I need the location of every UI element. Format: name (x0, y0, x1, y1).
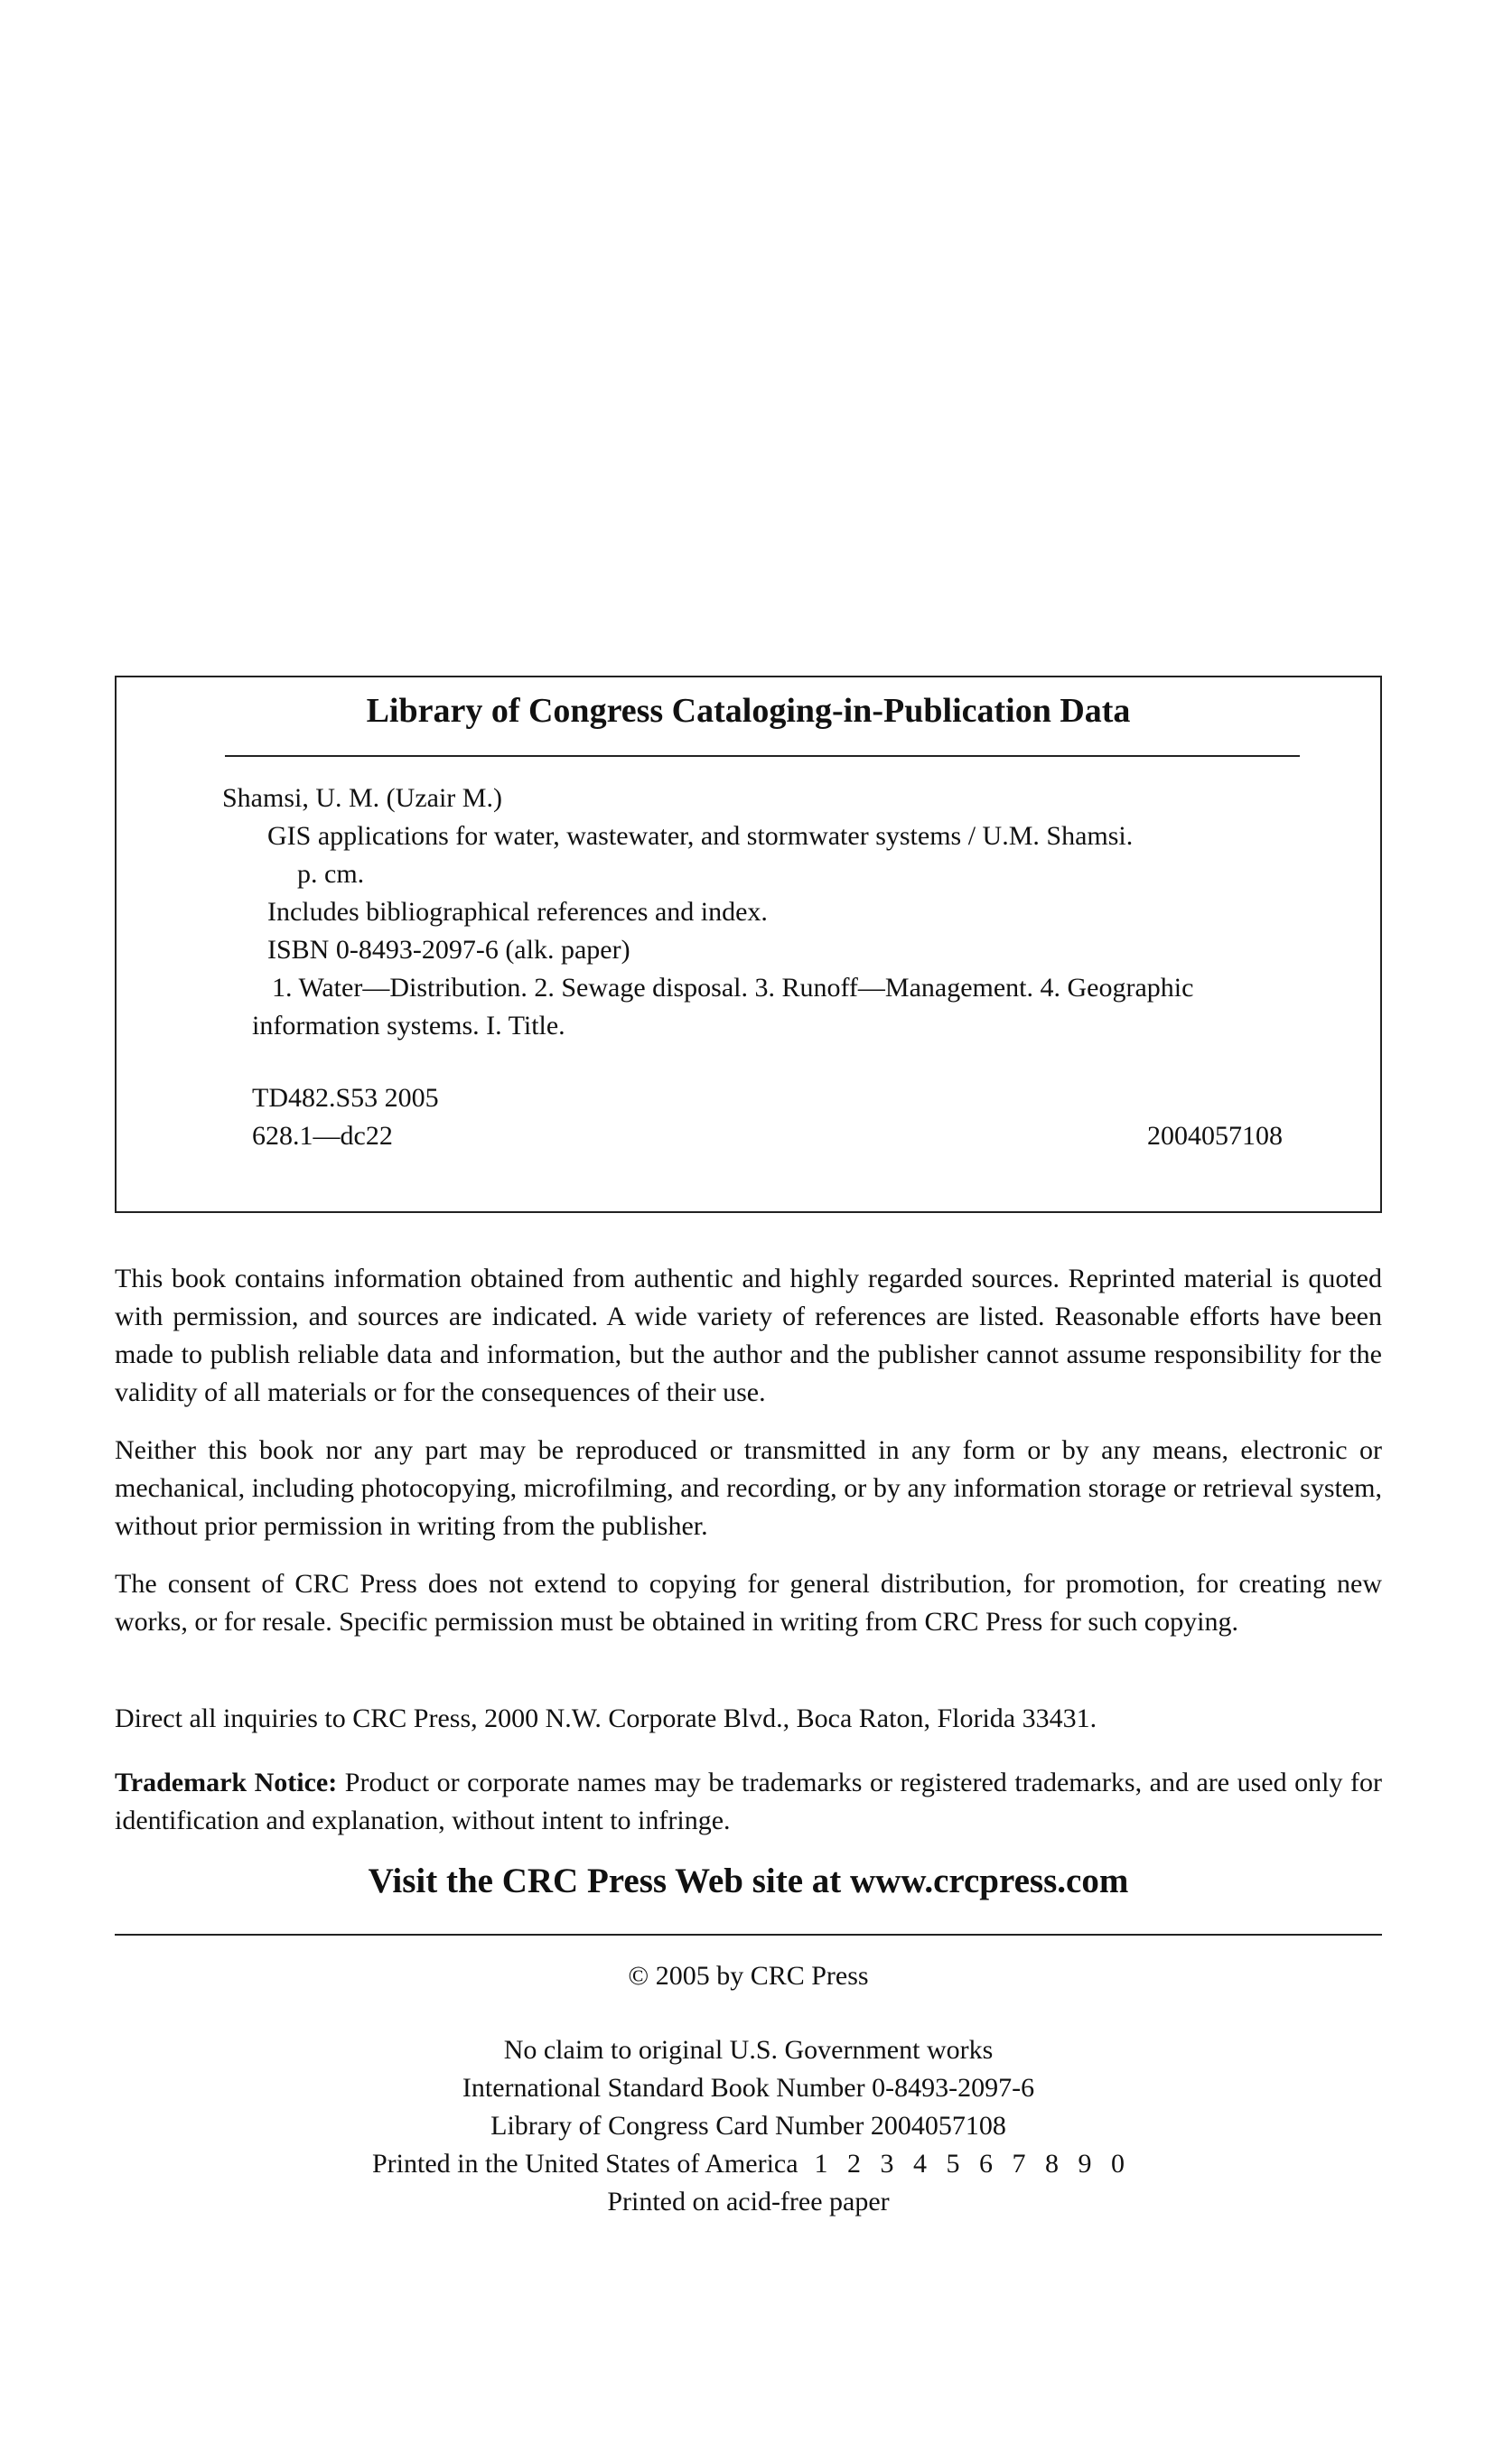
visit-website-line: Visit the CRC Press Web site at www.crcpress.com (368, 1862, 1129, 1900)
printed-in-text: Printed in the United States of America (371, 2149, 798, 2179)
cip-subjects-line1: 1. Water—Distribution. 2. Sewage disposal. 3. Runoff—Management. 4. Geographic (272, 973, 1194, 1003)
copyright-line: © 2005 by CRC Press (628, 1961, 869, 1991)
reproduction-paragraph: Neither this book nor any part may be reproduced or transmitted in any form or by any means, electronic or mechanical, including photocopying, microfilming, and recording, or by any information storage or retrieval system, without prior permission in writing from the publisher. (115, 1435, 1382, 1541)
trademark-text: Product or corporate names may be trademarks or registered trademarks, and are used only for identification and explanation, without intent to infringe. (115, 1768, 1383, 1835)
cip-isbn: ISBN 0-8493-2097-6 (alk. paper) (267, 935, 630, 965)
cip-title: Library of Congress Cataloging-in-Publication Data (366, 692, 1131, 730)
printed-in-line (115, 2146, 1382, 2182)
acid-free-paper-line: Printed on acid-free paper (607, 2187, 890, 2217)
lccn-line: Library of Congress Card Number 2004057108 (490, 2111, 1006, 2141)
isbn-line: International Standard Book Number 0-8493-2097-6 (462, 2073, 1035, 2103)
cip-title-statement: GIS applications for water, wastewater, and stormwater systems / U.M. Shamsi. (267, 821, 1134, 851)
cip-notes: Includes bibliographical references and index. (267, 897, 768, 927)
cip-dewey-number: 628.1—dc22 (252, 1121, 393, 1151)
trademark-label: Trademark Notice: (115, 1768, 338, 1797)
cip-lccn: 2004057108 (1147, 1121, 1283, 1151)
consent-paragraph: The consent of CRC Press does not extend to copying for general distribution, for promotion, for creating new works, or for resale. Specific permission must be obtained in writing from CRC Press for such copying. (115, 1569, 1382, 1637)
cip-data-box (115, 676, 1382, 1213)
cip-pagination: p. cm. (297, 859, 365, 889)
cip-lc-call-number: TD482.S53 2005 (252, 1083, 439, 1113)
no-claim-line: No claim to original U.S. Government works (503, 2035, 994, 2065)
inquiries-paragraph: Direct all inquiries to CRC Press, 2000 N.W. Corporate Blvd., Boca Raton, Florida 33431. (115, 1703, 1097, 1733)
print-run-digits: 1 2 3 4 5 6 7 8 9 0 (814, 2149, 1125, 2179)
cip-author: Shamsi, U. M. (Uzair M.) (222, 783, 502, 813)
trademark-paragraph (115, 1764, 1382, 1840)
cip-title-rule (225, 755, 1300, 757)
imprint-rule (115, 1934, 1382, 1936)
cip-subjects-line2: information systems. I. Title. (252, 1011, 565, 1041)
disclaimer-paragraph: This book contains information obtained from authentic and highly regarded sources. Reprinted material is quoted with permission, and sources are indicated. A wide variety of references are listed. Reasonable efforts have been made to publish reliable data and information, but the author and the publisher cannot assume responsibility for the validity of all materials or for the consequences of their use. (115, 1264, 1382, 1407)
